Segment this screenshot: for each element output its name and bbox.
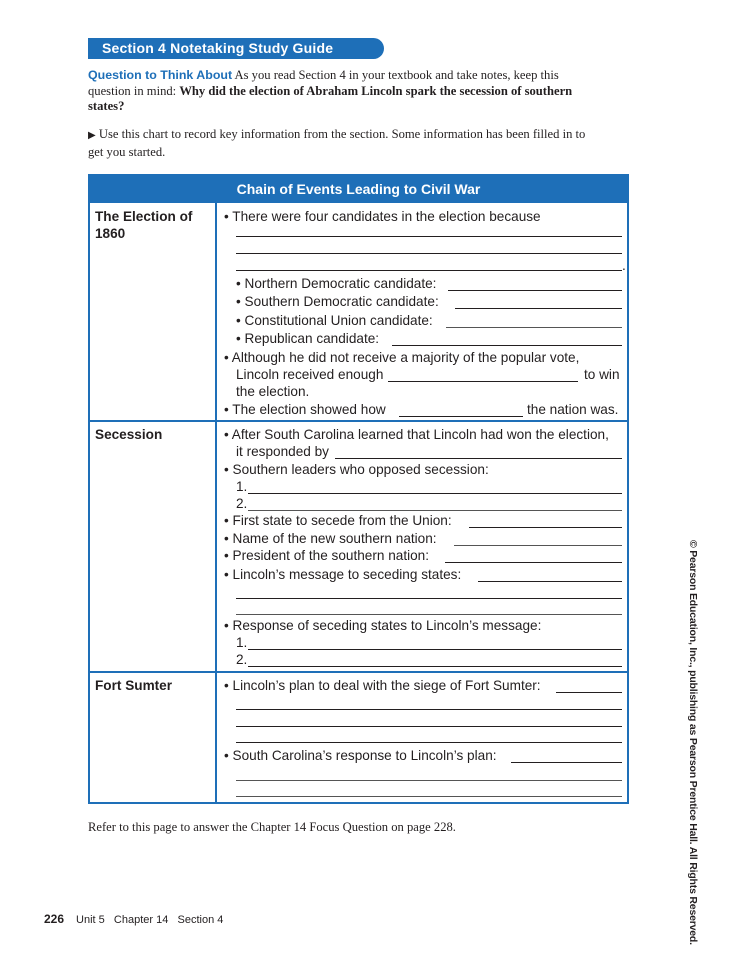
election-candidates-prompt: • There were four candidates in the election because: [224, 209, 541, 224]
answer-line[interactable]: [448, 290, 622, 291]
chain-of-events-chart: [88, 174, 629, 804]
question-intro-text: As you read Section 4 in your textbook and take notes, keep this question in mind:: [88, 68, 559, 98]
list-number: 1.: [236, 479, 248, 494]
chart-instructions: [88, 126, 588, 160]
answer-line[interactable]: [445, 562, 622, 563]
answer-line[interactable]: [478, 581, 622, 582]
answer-line[interactable]: [236, 726, 622, 727]
answer-line[interactable]: [455, 308, 622, 309]
answer-line[interactable]: [248, 510, 622, 511]
answer-line[interactable]: [388, 381, 578, 382]
answer-line[interactable]: [236, 796, 622, 797]
response-prompt: • Response of seceding states to Lincoln’s message:: [224, 618, 542, 633]
row-divider: [90, 671, 627, 673]
question-to-think-about: [88, 68, 578, 115]
answer-line[interactable]: [236, 598, 622, 599]
answer-line[interactable]: [236, 742, 622, 743]
south-carolina-response-prompt: • South Carolina’s response to Lincoln’s plan:: [224, 748, 497, 763]
focus-question-reference: Refer to this page to answer the Chapter 14 Focus Question on page 228.: [88, 820, 456, 834]
popular-vote-text: • Although he did not receive a majority of the popular vote,: [224, 350, 580, 365]
answer-line[interactable]: [248, 649, 622, 650]
answer-line[interactable]: [335, 458, 622, 459]
row-label-secession: Secession: [95, 427, 163, 442]
focus-question: Why did the election of Abraham Lincoln spark the secession of southern states?: [88, 83, 573, 113]
answer-line[interactable]: [392, 345, 622, 346]
the-election-text: the election.: [236, 384, 310, 399]
president-prompt: • President of the southern nation:: [224, 548, 430, 563]
list-number: 1.: [236, 635, 248, 650]
row-label-election-1860: The Election of 1860: [95, 209, 193, 241]
answer-line[interactable]: [454, 545, 622, 546]
republican-prompt: • Republican candidate:: [236, 331, 380, 346]
page-number: 226: [44, 912, 65, 926]
arrow-icon: ▶: [88, 130, 96, 141]
question-label: Question to Think About: [88, 68, 233, 82]
southern-leaders-prompt: • Southern leaders who opposed secession:: [224, 462, 489, 477]
column-divider: [215, 203, 217, 804]
answer-line[interactable]: [556, 692, 622, 693]
answer-line[interactable]: [399, 416, 523, 417]
list-number: 2.: [236, 496, 248, 511]
answer-line[interactable]: [248, 493, 622, 494]
answer-line[interactable]: [446, 327, 622, 328]
copyright-notice: © Pearson Education, Inc., publishing as Pearson Prentice Hall. All Rights Reserved.: [687, 540, 699, 945]
election-showed-text: • The election showed how: [224, 402, 386, 417]
answer-line[interactable]: [469, 527, 622, 528]
first-state-prompt: • First state to secede from the Union:: [224, 513, 452, 528]
south-carolina-prompt: • After South Carolina learned that Lincoln had won the election,: [224, 427, 609, 442]
section-header-banner: [88, 38, 384, 59]
end-period: .: [622, 258, 626, 273]
southern-democratic-prompt: • Southern Democratic candidate:: [236, 294, 439, 309]
answer-line[interactable]: [236, 780, 622, 781]
answer-line[interactable]: [236, 253, 622, 254]
answer-line[interactable]: [236, 614, 622, 615]
answer-line[interactable]: [248, 666, 622, 667]
lincoln-received-text: Lincoln received enough: [236, 367, 384, 382]
new-nation-prompt: • Name of the new southern nation:: [224, 531, 437, 546]
to-win-text: to win: [584, 367, 620, 382]
northern-democratic-prompt: • Northern Democratic candidate:: [236, 276, 437, 291]
it-responded-by-text: it responded by: [236, 444, 329, 459]
row-divider: [90, 420, 627, 422]
chart-title: Chain of Events Leading to Civil War: [90, 176, 627, 203]
row-label-fort-sumter: Fort Sumter: [95, 678, 173, 693]
answer-line[interactable]: [236, 270, 622, 271]
constitutional-union-prompt: • Constitutional Union candidate:: [236, 313, 433, 328]
footer-text: Unit 5 Chapter 14 Section 4: [76, 914, 224, 926]
answer-line[interactable]: [236, 236, 622, 237]
list-number: 2.: [236, 652, 248, 667]
instructions-text: Use this chart to record key information from the section. Some information has been filled in to get you started.: [88, 127, 586, 159]
answer-line[interactable]: [236, 709, 622, 710]
the-nation-was-text: the nation was.: [527, 402, 619, 417]
page-footer: [44, 912, 223, 927]
lincoln-plan-prompt: • Lincoln’s plan to deal with the siege of Fort Sumter:: [224, 678, 541, 693]
section-title: Section 4 Notetaking Study Guide: [102, 40, 334, 56]
answer-line[interactable]: [511, 762, 622, 763]
lincoln-message-prompt: • Lincoln’s message to seceding states:: [224, 567, 462, 582]
